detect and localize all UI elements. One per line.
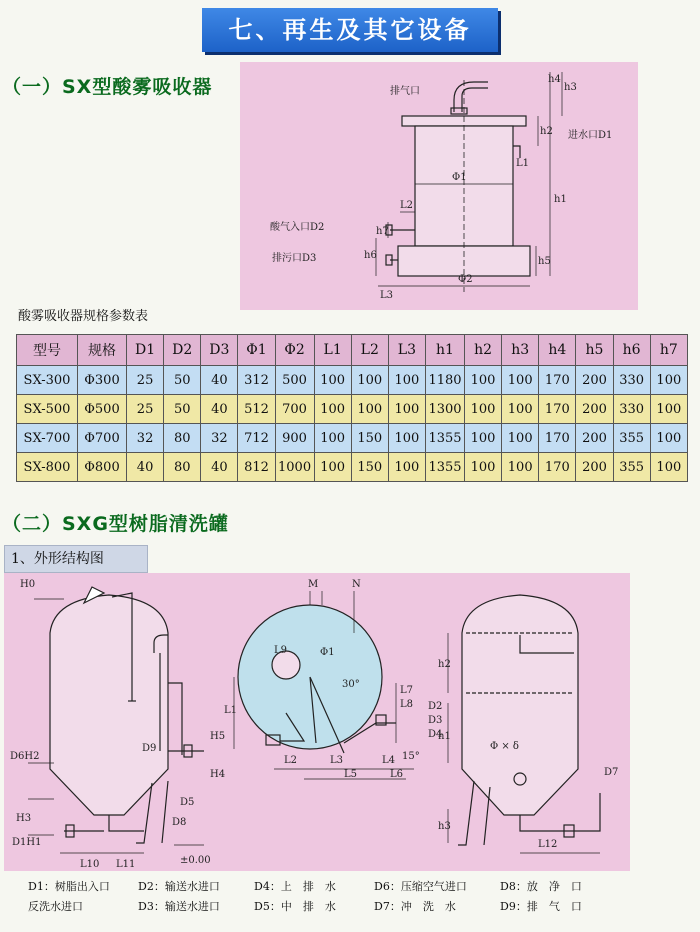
label-D7: D7 [604,767,619,778]
label-H4: H4 [210,769,226,780]
table-cell: 80 [164,453,201,482]
table-header-cell: 型号 [17,335,78,366]
label-L8: L8 [400,699,414,710]
label-L3: L3 [330,755,344,766]
table-cell: 150 [351,424,388,453]
legend-item: D9：排 气 口 [500,900,582,913]
table-cell: 100 [388,366,425,395]
table-cell: 1000 [275,453,314,482]
label-h2: h2 [438,659,451,670]
table-header-cell: L3 [388,335,425,366]
table-cell: 312 [238,366,275,395]
table-cell: SX-800 [17,453,78,482]
label-H5: H5 [210,731,226,742]
label-L5: L5 [344,769,358,780]
table-cell: 50 [164,366,201,395]
table-cell: 100 [650,395,687,424]
table-cell: SX-500 [17,395,78,424]
table-header-cell: Φ2 [275,335,314,366]
table-cell: 100 [464,424,501,453]
table-cell: 100 [388,424,425,453]
table-header-cell: D3 [201,335,238,366]
table-header-cell: h6 [613,335,650,366]
label-h7: h7 [376,226,389,237]
table-header-cell: h7 [650,335,687,366]
table-cell: 40 [201,453,238,482]
label-D6H2: D6H2 [10,751,40,762]
table-cell: 32 [127,424,164,453]
label-D1H1: D1H1 [12,837,42,848]
table-cell: 25 [127,366,164,395]
table-cell: Φ500 [78,395,127,424]
legend-item: D5：中 排 水 [254,900,336,913]
table-cell: 100 [650,424,687,453]
table-cell: 40 [127,453,164,482]
table-cell: 330 [613,395,650,424]
table-cell: 330 [613,366,650,395]
label-D9: D9 [142,743,157,754]
table-cell: 355 [613,453,650,482]
label-L1: L1 [516,158,530,169]
table-header-cell: h5 [576,335,613,366]
label-D4: D4 [428,729,443,740]
label-L10: L10 [80,859,100,870]
table-cell: SX-300 [17,366,78,395]
spec-table [16,334,688,482]
table-cell: 100 [650,366,687,395]
label-acid-in: 酸气入口D2 [270,222,325,233]
label-water-in: 进水口D1 [568,130,613,141]
label-drain: 排污口D3 [272,253,317,264]
resin-wash-tank-diagram [4,573,630,871]
label-H0: H0 [20,579,36,590]
table-header-cell: h3 [502,335,539,366]
label-M: M [308,579,319,590]
table-cell: 100 [351,395,388,424]
table-header-row [17,335,688,366]
table-row [17,424,688,453]
table-cell: 170 [539,453,576,482]
label-H3: H3 [16,813,32,824]
legend-item: D2：输送水进口 [138,880,220,893]
table-header-cell: h1 [425,335,464,366]
section1-heading: （一）SX型酸雾吸收器 [2,76,213,98]
label-h3: h3 [564,82,577,93]
label-L12: L12 [538,839,558,850]
label-L9: L9 [274,645,288,656]
label-D3: D3 [428,715,443,726]
table-cell: 100 [464,453,501,482]
table-cell: 355 [613,424,650,453]
table-cell: 200 [576,424,613,453]
label-15deg: 15° [402,751,420,762]
legend-item: D1：树脂出入口 [28,880,110,893]
table-cell: 100 [464,366,501,395]
label-L4: L4 [382,755,396,766]
table-cell: 80 [164,424,201,453]
table-cell: 1300 [425,395,464,424]
table-cell: 100 [464,395,501,424]
table-cell: 200 [576,453,613,482]
table-header-cell: Φ1 [238,335,275,366]
table-cell: 100 [314,424,351,453]
table-cell: 170 [539,424,576,453]
table-cell: 40 [201,395,238,424]
table-cell: 100 [388,395,425,424]
table-cell: 700 [275,395,314,424]
table-cell: 150 [351,453,388,482]
label-h1: h1 [438,731,451,742]
table-cell: 100 [314,453,351,482]
label-D5: D5 [180,797,195,808]
label-h2: h2 [540,126,553,137]
table-header-cell: L2 [351,335,388,366]
table-cell: 40 [201,366,238,395]
legend-item: D7：冲 洗 水 [374,900,456,913]
label-h5: h5 [538,256,551,267]
table-cell: 100 [314,366,351,395]
page-title: 七、再生及其它设备 [202,8,498,52]
table-cell: 170 [539,366,576,395]
legend-item: 反洗水进口 [28,900,83,913]
label-L1: L1 [224,705,238,716]
table-cell: 170 [539,395,576,424]
table-cell: 100 [650,453,687,482]
table-header-cell: h2 [464,335,501,366]
table-cell: 32 [201,424,238,453]
table-cell: 100 [351,366,388,395]
label-L2: L2 [400,200,414,211]
table-row [17,366,688,395]
table-cell: Φ300 [78,366,127,395]
table-row [17,453,688,482]
table-cell: 100 [388,453,425,482]
label-N: N [352,579,361,590]
table-cell: 25 [127,395,164,424]
table-header-cell: 规格 [78,335,127,366]
label-exhaust: 排气口 [390,86,420,97]
table-row [17,395,688,424]
table-cell: 1355 [425,453,464,482]
label-D2: D2 [428,701,443,712]
section2-heading: （二）SXG型树脂清洗罐 [2,513,229,535]
table-cell: 200 [576,366,613,395]
table-cell: 500 [275,366,314,395]
legend-item: D6：压缩空气进口 [374,880,467,893]
label-phi2: Φ2 [458,274,473,285]
table-cell: 812 [238,453,275,482]
label-L2: L2 [284,755,298,766]
table-caption: 酸雾吸收器规格参数表 [18,309,149,324]
table-cell: 1355 [425,424,464,453]
label-30deg: 30° [342,679,360,690]
legend-item: D4：上 排 水 [254,880,336,893]
label-h6: h6 [364,250,377,261]
table-header-cell: h4 [539,335,576,366]
label-L7: L7 [400,685,414,696]
table-cell: 900 [275,424,314,453]
label-phi1: Φ1 [320,647,335,658]
table-cell: 712 [238,424,275,453]
table-cell: 512 [238,395,275,424]
label-L3: L3 [380,290,394,301]
table-cell: 1180 [425,366,464,395]
table-cell: 100 [502,395,539,424]
acid-mist-absorber-diagram [240,62,638,310]
table-header-cell: D2 [164,335,201,366]
label-L11: L11 [116,859,136,870]
table-body [17,366,688,482]
label-phi1: Φ1 [452,172,467,183]
legend-item: D3：输送水进口 [138,900,220,913]
table-cell: 100 [502,424,539,453]
table-cell: SX-700 [17,424,78,453]
label-h1: h1 [554,194,567,205]
label-L6: L6 [390,769,404,780]
table-cell: 100 [314,395,351,424]
table-cell: 200 [576,395,613,424]
table-cell: Φ700 [78,424,127,453]
table-cell: 100 [502,366,539,395]
table-header-cell: L1 [314,335,351,366]
table-cell: 50 [164,395,201,424]
table-header-cell: D1 [127,335,164,366]
table-cell: 100 [502,453,539,482]
label-D8: D8 [172,817,187,828]
table-cell: Φ800 [78,453,127,482]
label-zero: ±0.00 [180,855,211,866]
structure-subheading: 1、外形结构图 [4,545,148,573]
label-h4: h4 [548,74,561,85]
label-phixd: Φ × δ [490,741,519,752]
legend-item: D8：放 净 口 [500,880,582,893]
label-h3: h3 [438,821,451,832]
